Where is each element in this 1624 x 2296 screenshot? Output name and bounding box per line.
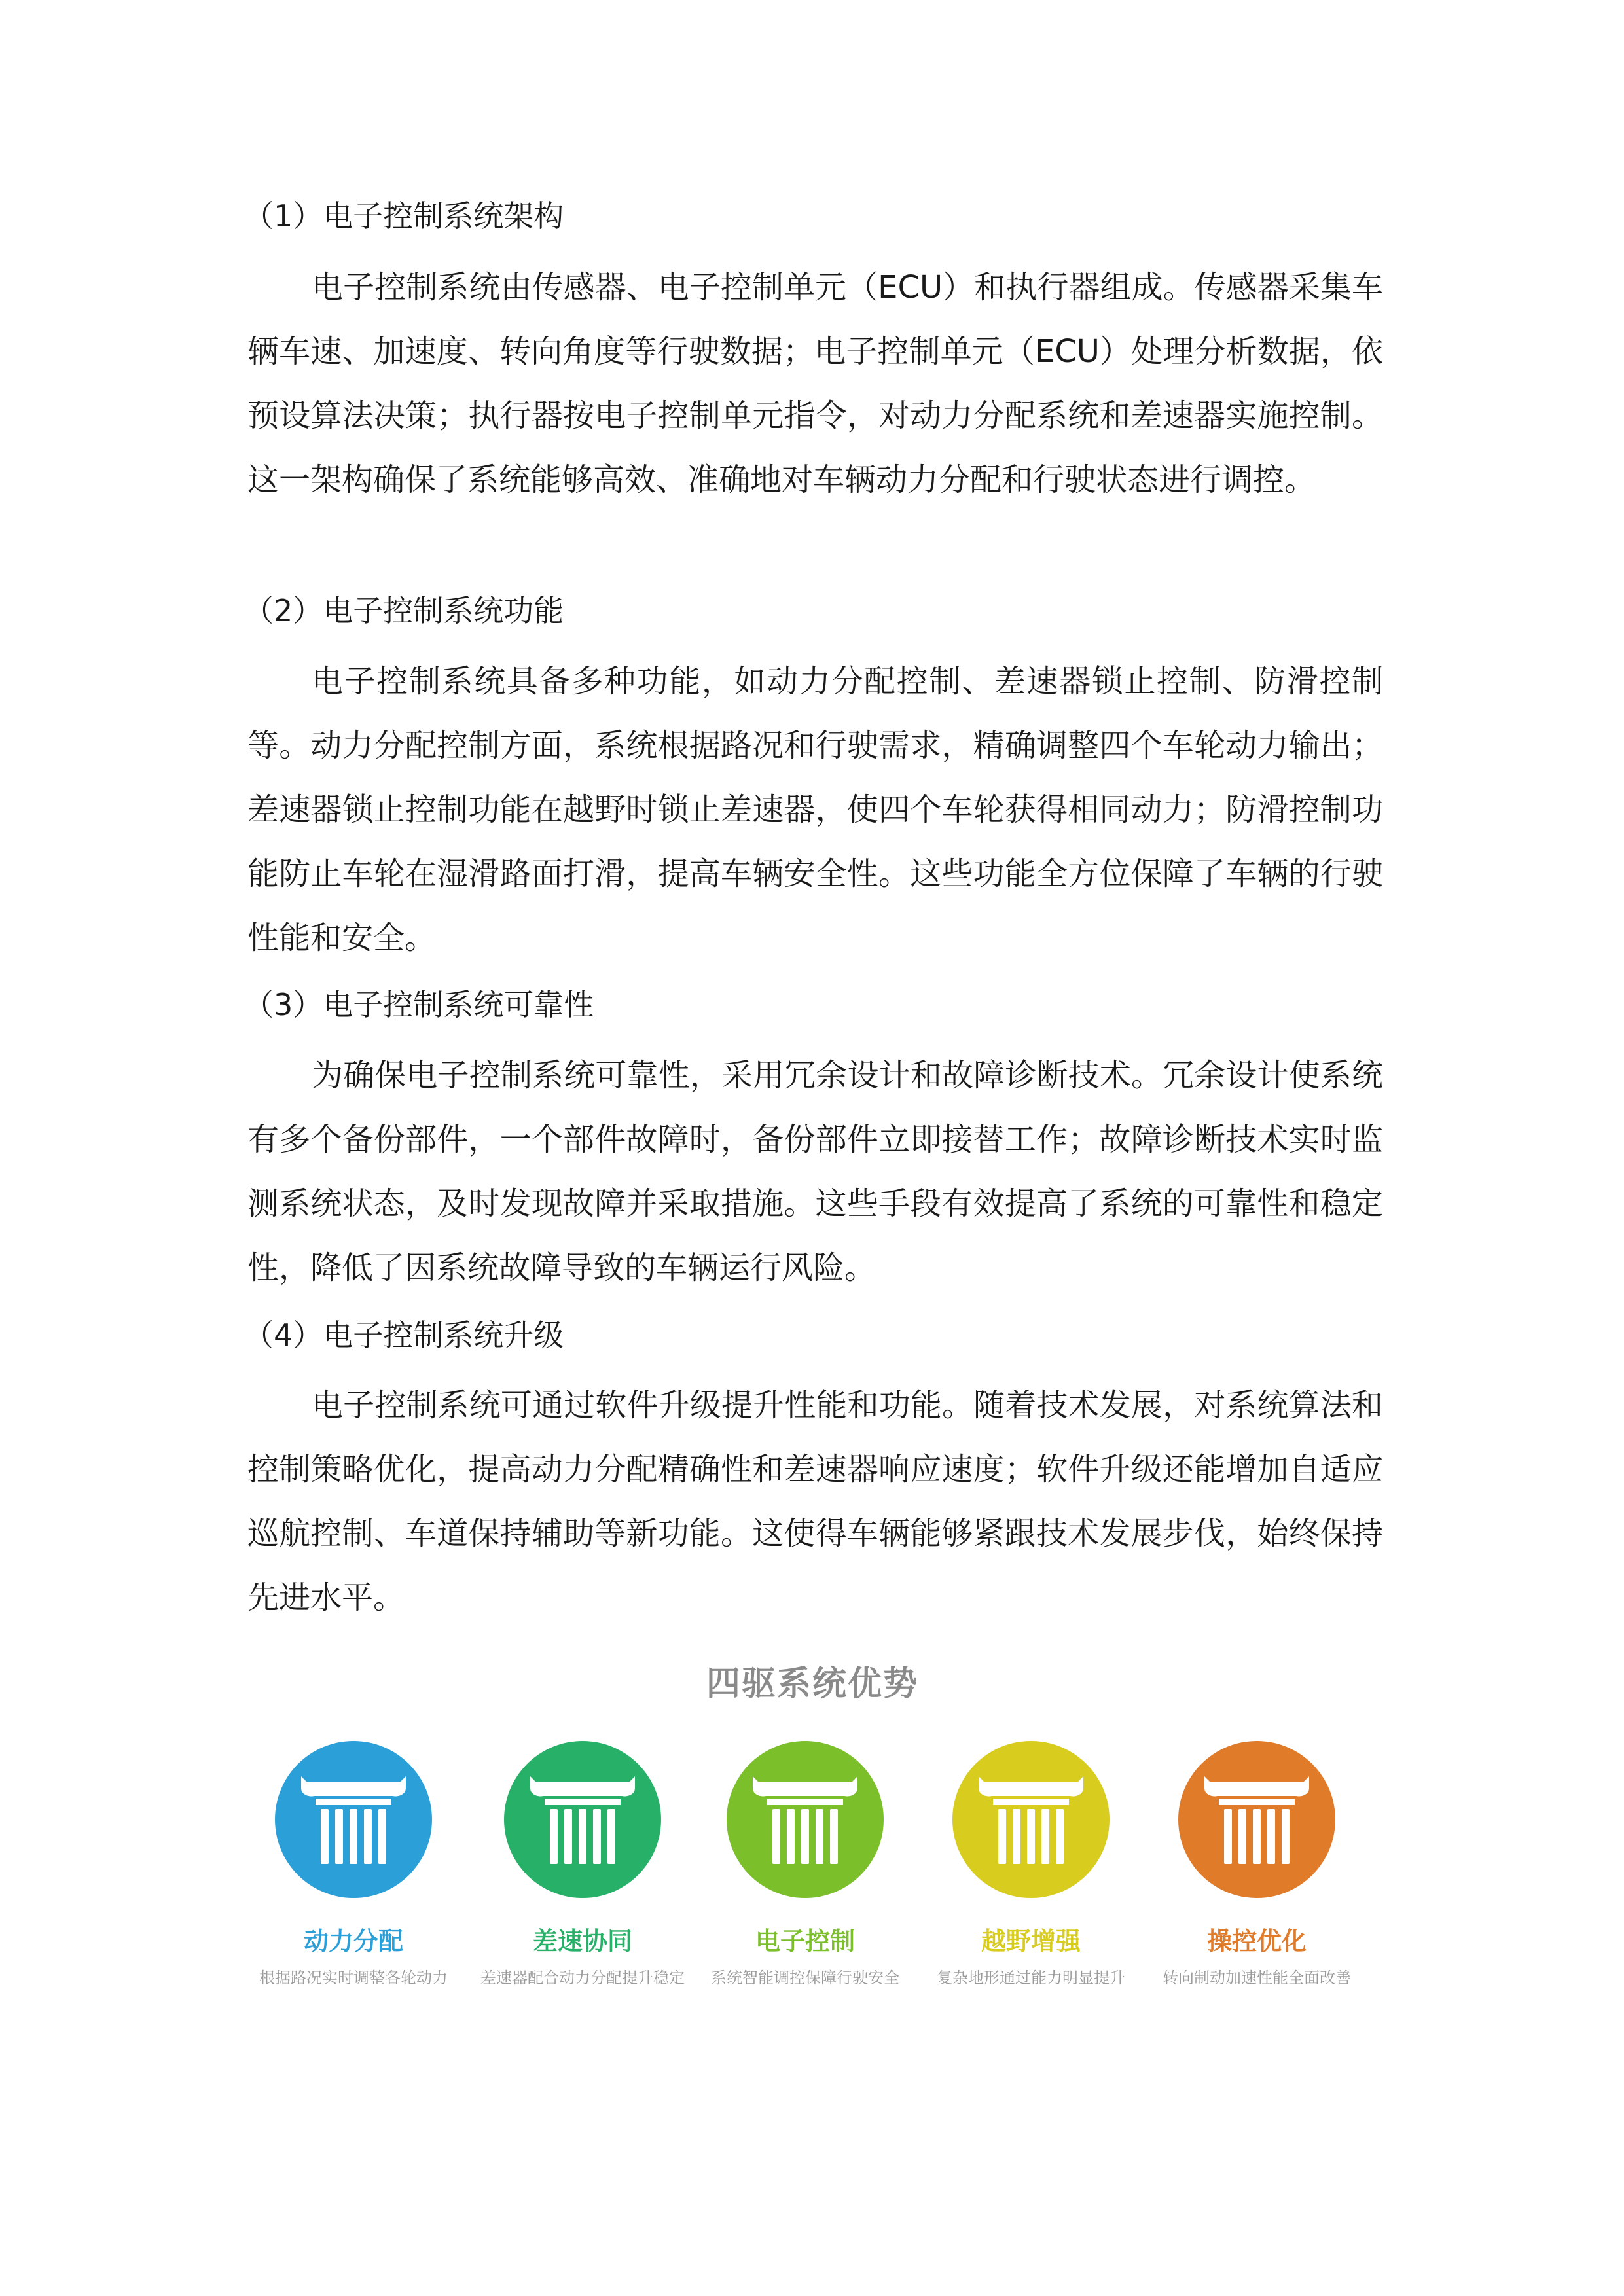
pillar-item-2 bbox=[478, 1741, 687, 2055]
pillar-label-1: 动力分配 bbox=[303, 1927, 403, 1956]
pillar-row bbox=[249, 1741, 1376, 2055]
section-body-1: 电子控制系统由传感器、电子控制单元（ECU）和执行器组成。传感器采集车辆车速、加速度、转向角度等行驶数据；电子控制单元（ECU）处理分析数据，依预设算法决策；执行器按电子控制单元指令，对动力分配系统和差速器实施控制。这一架构确保了系统能够高效、准确地对车辆动力分配和行驶状态进行调控。 bbox=[247, 269, 1383, 498]
section-body-2: 电子控制系统具备多种功能，如动力分配控制、差速器锁止控制、防滑控制等。动力分配控制方面，系统根据路况和行驶需求，精确调整四个车轮动力输出；差速器锁止控制功能在越野时锁止差速器，使四个车轮获得相同动力；防滑控制功能防止车轮在湿滑路面打滑，提高车辆安全性。这些功能全方位保障了车辆的行驶性能和安全。 bbox=[247, 663, 1383, 956]
pillar-desc-3: 系统智能调控保障行驶安全 bbox=[711, 1969, 899, 1987]
pillar-circle-1 bbox=[275, 1741, 432, 1898]
section-heading-3: （3）电子控制系统可靠性 bbox=[244, 987, 594, 1022]
section-heading-2: （2）电子控制系统功能 bbox=[244, 593, 564, 628]
pillar-label-2: 差速协同 bbox=[532, 1927, 632, 1956]
pillar-icon bbox=[952, 1741, 1110, 1898]
pillar-icon bbox=[727, 1741, 884, 1898]
section-heading-4: （4）电子控制系统升级 bbox=[244, 1318, 564, 1353]
figure-title: 四驱系统优势 bbox=[706, 1664, 918, 1704]
pillar-item-1 bbox=[249, 1741, 458, 2055]
pillar-icon bbox=[504, 1741, 661, 1898]
pillar-desc-1: 根据路况实时调整各轮动力 bbox=[259, 1969, 448, 1987]
pillar-label-4: 越野增强 bbox=[981, 1927, 1081, 1956]
pillar-circle-5 bbox=[1178, 1741, 1335, 1898]
pillar-label-3: 电子控制 bbox=[755, 1927, 855, 1956]
pillar-item-3 bbox=[700, 1741, 910, 2055]
pillar-desc-2: 差速器配合动力分配提升稳定 bbox=[480, 1969, 685, 1987]
pillar-label-5: 操控优化 bbox=[1206, 1927, 1307, 1956]
pillar-circle-2 bbox=[504, 1741, 661, 1898]
pillar-desc-4: 复杂地形通过能力明显提升 bbox=[937, 1969, 1125, 1987]
pillar-circle-3 bbox=[727, 1741, 884, 1898]
pillar-icon bbox=[1178, 1741, 1335, 1898]
pillar-icon bbox=[275, 1741, 432, 1898]
section-body-4: 电子控制系统可通过软件升级提升性能和功能。随着技术发展，对系统算法和控制策略优化，提高动力分配精确性和差速器响应速度；软件升级还能增加自适应巡航控制、车道保持辅助等新功能。这使得车辆能够紧跟技术发展步伐，始终保持先进水平。 bbox=[247, 1387, 1383, 1616]
pillar-circle-4 bbox=[952, 1741, 1110, 1898]
pillar-desc-5: 转向制动加速性能全面改善 bbox=[1163, 1969, 1351, 1987]
section-heading-1: （1）电子控制系统架构 bbox=[244, 198, 564, 234]
pillar-item-4 bbox=[926, 1741, 1136, 2055]
section-body-3: 为确保电子控制系统可靠性，采用冗余设计和故障诊断技术。冗余设计使系统有多个备份部件，一个部件故障时，备份部件立即接替工作；故障诊断技术实时监测系统状态，及时发现故障并采取措施。这些手段有效提高了系统的可靠性和稳定性，降低了因系统故障导致的车辆运行风险。 bbox=[247, 1057, 1383, 1286]
advantages-figure bbox=[249, 1636, 1376, 2055]
pillar-item-5 bbox=[1152, 1741, 1362, 2055]
